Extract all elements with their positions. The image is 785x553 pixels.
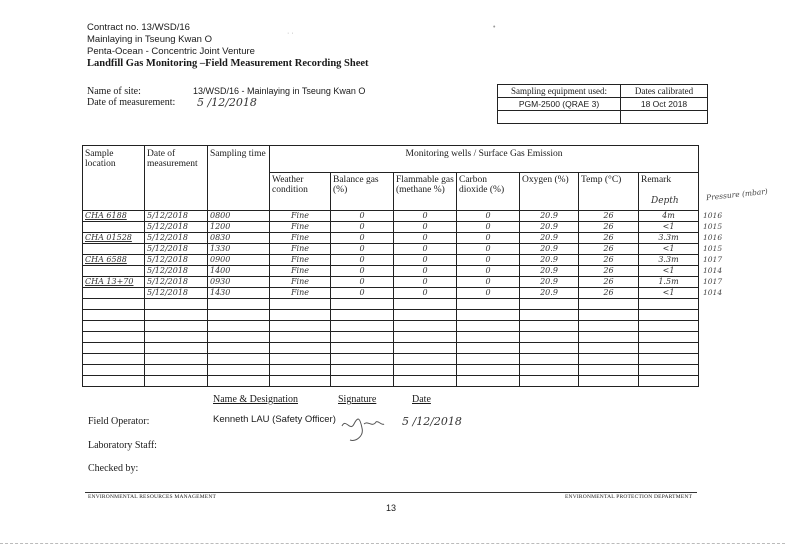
empty-cell bbox=[331, 343, 394, 354]
empty-cell bbox=[83, 354, 145, 365]
empty-cell bbox=[145, 354, 208, 365]
table-row bbox=[83, 255, 699, 266]
empty-cell bbox=[270, 354, 331, 365]
empty-cell bbox=[270, 365, 331, 376]
page-number: 13 bbox=[386, 503, 397, 513]
header-remark bbox=[639, 173, 699, 211]
empty-cell bbox=[394, 299, 457, 310]
empty-cell bbox=[145, 332, 208, 343]
cell-weather: Fine bbox=[270, 233, 331, 244]
cell-carbon-dioxide: 0 bbox=[457, 244, 520, 255]
field-operator-signature bbox=[338, 412, 388, 444]
empty-cell bbox=[457, 310, 520, 321]
empty-cell bbox=[145, 299, 208, 310]
cell-remark: 1.5m bbox=[639, 277, 699, 288]
cell-temp: 26 bbox=[579, 288, 639, 299]
cell-oxygen: 20.9 bbox=[520, 233, 579, 244]
empty-cell bbox=[579, 310, 639, 321]
empty-cell bbox=[270, 376, 331, 387]
site-name-value: 13/WSD/16 - Mainlaying in Tseung Kwan O bbox=[193, 86, 366, 96]
header-flammable-gas: Flammable gas (methane %) bbox=[394, 173, 457, 211]
cell-time: 1330 bbox=[208, 244, 270, 255]
empty-cell bbox=[457, 365, 520, 376]
cell-time: 1430 bbox=[208, 288, 270, 299]
cell-carbon-dioxide: 0 bbox=[457, 266, 520, 277]
empty-cell bbox=[520, 343, 579, 354]
empty-cell bbox=[394, 365, 457, 376]
contract-number: Contract no. 13/WSD/16 bbox=[87, 22, 190, 33]
cell-date: 5/12/2018 bbox=[145, 255, 208, 266]
remark-label: Remark bbox=[641, 175, 672, 185]
sheet-title: Landfill Gas Monitoring –Field Measurement Recording Sheet bbox=[87, 58, 369, 69]
calibration-header: Dates calibrated bbox=[621, 85, 708, 98]
empty-cell bbox=[145, 343, 208, 354]
empty-cell bbox=[457, 299, 520, 310]
empty-cell bbox=[520, 365, 579, 376]
cell-location bbox=[83, 222, 145, 233]
cell-weather: Fine bbox=[270, 277, 331, 288]
empty-cell bbox=[457, 343, 520, 354]
cell-balance-gas: 0 bbox=[331, 266, 394, 277]
contractor-name: Penta-Ocean - Concentric Joint Venture bbox=[87, 46, 255, 57]
cell-location bbox=[83, 288, 145, 299]
cell-flammable-gas: 0 bbox=[394, 255, 457, 266]
laboratory-staff-label: Laboratory Staff: bbox=[88, 440, 157, 451]
header-monitoring-group: Monitoring wells / Surface Gas Emission bbox=[270, 146, 699, 173]
empty-cell bbox=[639, 343, 699, 354]
empty-cell bbox=[639, 354, 699, 365]
cell-time: 1400 bbox=[208, 266, 270, 277]
table-row bbox=[83, 211, 699, 222]
cell-balance-gas: 0 bbox=[331, 222, 394, 233]
empty-cell bbox=[331, 299, 394, 310]
cell-date: 5/12/2018 bbox=[145, 211, 208, 222]
pressure-value: 1017 bbox=[703, 277, 723, 286]
cell-flammable-gas: 0 bbox=[394, 233, 457, 244]
empty-cell bbox=[208, 343, 270, 354]
table-row bbox=[83, 277, 699, 288]
cell-location: CHA 6188 bbox=[83, 211, 145, 222]
empty-cell bbox=[639, 365, 699, 376]
cell-balance-gas: 0 bbox=[331, 244, 394, 255]
table-row bbox=[83, 244, 699, 255]
cell-date: 5/12/2018 bbox=[145, 222, 208, 233]
empty-cell bbox=[145, 310, 208, 321]
empty-cell bbox=[639, 310, 699, 321]
pressure-label: Pressure (mbar) bbox=[705, 186, 769, 203]
empty-cell bbox=[83, 321, 145, 332]
cell-remark: 4m bbox=[639, 211, 699, 222]
empty-cell bbox=[208, 365, 270, 376]
empty-cell bbox=[520, 332, 579, 343]
empty-cell bbox=[639, 332, 699, 343]
cell-flammable-gas: 0 bbox=[394, 288, 457, 299]
pressure-value: 1016 bbox=[703, 211, 723, 220]
cell-temp: 26 bbox=[579, 222, 639, 233]
empty-cell bbox=[639, 321, 699, 332]
cell-oxygen: 20.9 bbox=[520, 244, 579, 255]
empty-cell bbox=[145, 365, 208, 376]
empty-cell bbox=[331, 332, 394, 343]
cell-weather: Fine bbox=[270, 222, 331, 233]
table-row bbox=[83, 233, 699, 244]
empty-cell bbox=[579, 365, 639, 376]
header-temp: Temp (°C) bbox=[579, 173, 639, 211]
empty-cell bbox=[579, 354, 639, 365]
measurement-date-label: Date of measurement: bbox=[87, 97, 176, 108]
empty-cell bbox=[270, 332, 331, 343]
empty-cell bbox=[331, 365, 394, 376]
cell-flammable-gas: 0 bbox=[394, 211, 457, 222]
empty-cell bbox=[83, 310, 145, 321]
empty-cell bbox=[331, 321, 394, 332]
empty-cell bbox=[208, 354, 270, 365]
empty-cell bbox=[270, 321, 331, 332]
empty-cell bbox=[208, 332, 270, 343]
empty-cell bbox=[208, 310, 270, 321]
cell-temp: 26 bbox=[579, 244, 639, 255]
cell-date: 5/12/2018 bbox=[145, 244, 208, 255]
cell-oxygen: 20.9 bbox=[520, 288, 579, 299]
name-designation-header: Name & Designation bbox=[213, 394, 298, 405]
empty-cell bbox=[394, 321, 457, 332]
cell-location: CHA 6588 bbox=[83, 255, 145, 266]
empty-cell bbox=[83, 376, 145, 387]
cell-temp: 26 bbox=[579, 211, 639, 222]
empty-cell bbox=[579, 332, 639, 343]
scan-speck: · · bbox=[287, 30, 294, 37]
cell-balance-gas: 0 bbox=[331, 277, 394, 288]
empty-cell bbox=[520, 321, 579, 332]
cell-date: 5/12/2018 bbox=[145, 277, 208, 288]
cell-oxygen: 20.9 bbox=[520, 255, 579, 266]
empty-cell bbox=[457, 321, 520, 332]
calibration-blank bbox=[621, 111, 708, 124]
empty-cell bbox=[394, 376, 457, 387]
header-oxygen: Oxygen (%) bbox=[520, 173, 579, 211]
cell-time: 1200 bbox=[208, 222, 270, 233]
empty-cell bbox=[394, 310, 457, 321]
equipment-header: Sampling equipment used: bbox=[498, 85, 621, 98]
pressure-value: 1017 bbox=[703, 255, 723, 264]
cell-oxygen: 20.9 bbox=[520, 211, 579, 222]
pressure-value: 1014 bbox=[703, 288, 723, 297]
empty-cell bbox=[270, 299, 331, 310]
cell-carbon-dioxide: 0 bbox=[457, 233, 520, 244]
header-date-of-measurement: Date of measurement bbox=[145, 146, 208, 173]
project-name: Mainlaying in Tseung Kwan O bbox=[87, 34, 212, 45]
cell-flammable-gas: 0 bbox=[394, 222, 457, 233]
cell-balance-gas: 0 bbox=[331, 288, 394, 299]
cell-balance-gas: 0 bbox=[331, 233, 394, 244]
empty-cell bbox=[145, 321, 208, 332]
header-sampling-time: Sampling time bbox=[208, 146, 270, 173]
cell-temp: 26 bbox=[579, 277, 639, 288]
field-operator-name: Kenneth LAU (Safety Officer) bbox=[213, 414, 336, 425]
header-carbon-dioxide: Carbon dioxide (%) bbox=[457, 173, 520, 211]
header-blank bbox=[208, 173, 270, 211]
cell-oxygen: 20.9 bbox=[520, 277, 579, 288]
table-row bbox=[83, 266, 699, 277]
cell-carbon-dioxide: 0 bbox=[457, 288, 520, 299]
cell-carbon-dioxide: 0 bbox=[457, 211, 520, 222]
cell-flammable-gas: 0 bbox=[394, 266, 457, 277]
cell-flammable-gas: 0 bbox=[394, 244, 457, 255]
empty-cell bbox=[331, 376, 394, 387]
pressure-value: 1015 bbox=[703, 222, 723, 231]
footer-left: ENVIRONMENTAL RESOURCES MANAGEMENT bbox=[88, 494, 217, 500]
footer-rule bbox=[85, 492, 697, 493]
scan-speck: • bbox=[493, 24, 496, 31]
cell-temp: 26 bbox=[579, 233, 639, 244]
date-header: Date bbox=[412, 394, 431, 405]
equipment-blank bbox=[498, 111, 621, 124]
cell-remark: 3.3m bbox=[639, 255, 699, 266]
empty-cell bbox=[579, 321, 639, 332]
measurement-table bbox=[82, 145, 699, 387]
empty-cell bbox=[208, 299, 270, 310]
empty-cell bbox=[457, 376, 520, 387]
cell-carbon-dioxide: 0 bbox=[457, 277, 520, 288]
signature-header: Signature bbox=[338, 394, 377, 405]
cell-carbon-dioxide: 0 bbox=[457, 255, 520, 266]
cell-weather: Fine bbox=[270, 211, 331, 222]
empty-cell bbox=[83, 365, 145, 376]
equipment-value: PGM-2500 (QRAE 3) bbox=[498, 98, 621, 111]
cell-weather: Fine bbox=[270, 288, 331, 299]
table-row bbox=[83, 222, 699, 233]
cell-remark: 3.3m bbox=[639, 233, 699, 244]
empty-cell bbox=[457, 332, 520, 343]
header-balance-gas: Balance gas (%) bbox=[331, 173, 394, 211]
empty-cell bbox=[83, 332, 145, 343]
cell-location: CHA 13+70 bbox=[83, 277, 145, 288]
cell-time: 0800 bbox=[208, 211, 270, 222]
cell-time: 0900 bbox=[208, 255, 270, 266]
cell-weather: Fine bbox=[270, 244, 331, 255]
empty-cell bbox=[394, 354, 457, 365]
cell-time: 0830 bbox=[208, 233, 270, 244]
cell-balance-gas: 0 bbox=[331, 255, 394, 266]
header-sample-location: Sample location bbox=[83, 146, 145, 173]
site-name-label: Name of site: bbox=[87, 86, 141, 97]
pressure-value: 1016 bbox=[703, 233, 723, 242]
empty-cell bbox=[520, 299, 579, 310]
table-row bbox=[83, 288, 699, 299]
cell-oxygen: 20.9 bbox=[520, 266, 579, 277]
field-operator-date: 5 /12/2018 bbox=[402, 415, 462, 428]
empty-cell bbox=[208, 321, 270, 332]
cell-date: 5/12/2018 bbox=[145, 233, 208, 244]
cell-time: 0930 bbox=[208, 277, 270, 288]
empty-cell bbox=[639, 299, 699, 310]
cell-balance-gas: 0 bbox=[331, 211, 394, 222]
empty-cell bbox=[331, 310, 394, 321]
empty-cell bbox=[208, 376, 270, 387]
cell-remark: <1 bbox=[639, 244, 699, 255]
empty-cell bbox=[394, 343, 457, 354]
header-weather: Weather condition bbox=[270, 173, 331, 211]
empty-cell bbox=[520, 376, 579, 387]
cell-remark: <1 bbox=[639, 288, 699, 299]
cell-location bbox=[83, 244, 145, 255]
header-blank bbox=[83, 173, 145, 211]
empty-cell bbox=[520, 354, 579, 365]
empty-cell bbox=[270, 343, 331, 354]
footer-right: ENVIRONMENTAL PROTECTION DEPARTMENT bbox=[565, 494, 693, 500]
empty-cell bbox=[579, 376, 639, 387]
cell-flammable-gas: 0 bbox=[394, 277, 457, 288]
header-blank bbox=[145, 173, 208, 211]
pressure-value: 1014 bbox=[703, 266, 723, 275]
cell-remark: <1 bbox=[639, 266, 699, 277]
cell-weather: Fine bbox=[270, 266, 331, 277]
cell-weather: Fine bbox=[270, 255, 331, 266]
scan-edge bbox=[0, 543, 785, 544]
empty-cell bbox=[394, 332, 457, 343]
checked-by-label: Checked by: bbox=[88, 463, 139, 474]
calibration-value: 18 Oct 2018 bbox=[621, 98, 708, 111]
empty-cell bbox=[83, 299, 145, 310]
pressure-value: 1015 bbox=[703, 244, 723, 253]
empty-cell bbox=[579, 343, 639, 354]
empty-cell bbox=[520, 310, 579, 321]
field-operator-label: Field Operator: bbox=[88, 416, 150, 427]
empty-cell bbox=[579, 299, 639, 310]
empty-cell bbox=[457, 354, 520, 365]
cell-temp: 26 bbox=[579, 266, 639, 277]
measurement-date-value: 5 /12/2018 bbox=[197, 96, 257, 109]
equipment-table bbox=[497, 84, 708, 124]
cell-remark: <1 bbox=[639, 222, 699, 233]
cell-temp: 26 bbox=[579, 255, 639, 266]
empty-cell bbox=[331, 354, 394, 365]
empty-cell bbox=[639, 376, 699, 387]
empty-cell bbox=[145, 376, 208, 387]
empty-cell bbox=[83, 343, 145, 354]
depth-label: Depth bbox=[651, 196, 679, 206]
cell-location: CHA 01528 bbox=[83, 233, 145, 244]
empty-cell bbox=[270, 310, 331, 321]
cell-date: 5/12/2018 bbox=[145, 266, 208, 277]
cell-oxygen: 20.9 bbox=[520, 222, 579, 233]
cell-carbon-dioxide: 0 bbox=[457, 222, 520, 233]
cell-location bbox=[83, 266, 145, 277]
cell-date: 5/12/2018 bbox=[145, 288, 208, 299]
